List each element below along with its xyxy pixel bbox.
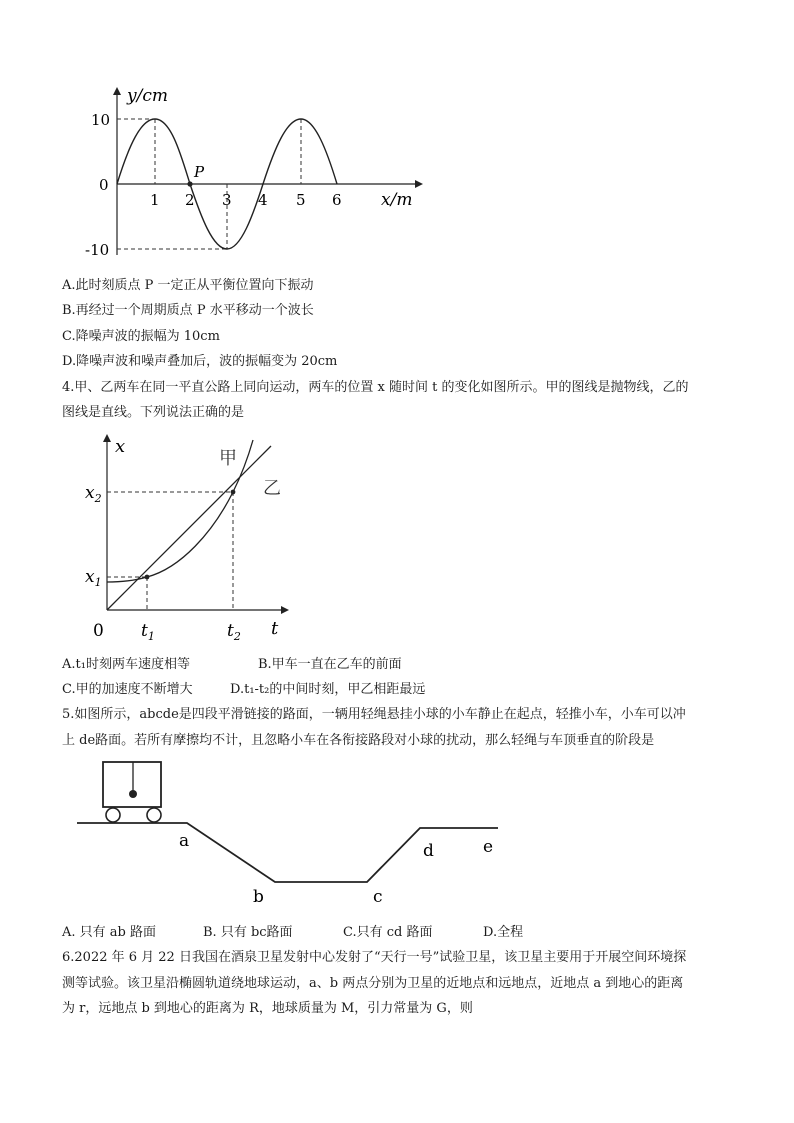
label-d: d bbox=[423, 841, 434, 861]
point-p-label: P bbox=[194, 163, 205, 181]
pendulum-ball bbox=[129, 790, 137, 798]
q3-option-b: B.再经过一个周期质点 P 水平移动一个波长 bbox=[62, 303, 314, 318]
q4-option-b: B.甲车一直在乙车的前面 bbox=[258, 657, 402, 672]
label-e: e bbox=[483, 837, 494, 857]
q5-option-a: A. 只有 ab 路面 bbox=[62, 925, 156, 940]
xt-y-arrow bbox=[103, 434, 111, 442]
cart-body bbox=[103, 762, 161, 807]
xt-x-label: t bbox=[271, 618, 279, 639]
label-c: c bbox=[373, 887, 383, 907]
q3-option-a: A.此时刻质点 P 一定正从平衡位置向下振动 bbox=[62, 278, 314, 293]
q6-stem-line3: 为 r，远地点 b 到地心的距离为 R，地球质量为 M，引力常量为 G，则 bbox=[62, 1001, 473, 1016]
q5-option-b: B. 只有 bc路面 bbox=[203, 925, 293, 940]
xt-x-arrow bbox=[281, 606, 289, 614]
point-p bbox=[187, 181, 192, 186]
xt-figure bbox=[85, 430, 300, 645]
q5-stem-line1: 5.如图所示，abcde是四段平滑链接的路面，一辆用轻绳悬挂小球的小车静止在起点，轻推小车，小车可以冲 bbox=[62, 707, 686, 722]
wave-x-tick-3: 3 bbox=[222, 191, 232, 209]
q4-stem-line2: 图线是直线。下列说法正确的是 bbox=[62, 405, 245, 420]
q3-option-c: C.降噪声波的振幅为 10cm bbox=[62, 329, 220, 344]
q6-stem-line2: 测等试验。该卫星沿椭圆轨道绕地球运动，a、b 两点分别为卫星的近地点和远地点，近地点 a 到地心的距离 bbox=[62, 976, 684, 991]
q5-option-c: C.只有 cd 路面 bbox=[343, 925, 433, 940]
wave-y-arrow bbox=[113, 87, 121, 95]
q6-stem-line1: 6.2022 年 6 月 22 日我国在酒泉卫星发射中心发射了“天行一号”试验卫星，该卫星主要用于开展空间环境探 bbox=[62, 950, 687, 965]
wave-figure bbox=[85, 85, 425, 260]
xt-y-label: x bbox=[115, 436, 126, 457]
wave-y-tick-10: 10 bbox=[91, 111, 111, 129]
wave-x-tick-6: 6 bbox=[332, 191, 342, 209]
wave-x-tick-5: 5 bbox=[296, 191, 306, 209]
track-road bbox=[77, 823, 498, 882]
wave-y-tick-minus10: -10 bbox=[85, 241, 110, 259]
label-t1: $t_1$ bbox=[141, 621, 155, 643]
cart-wheel-left bbox=[106, 808, 120, 822]
wave-y-tick-0: 0 bbox=[99, 176, 109, 194]
q3-option-d: D.降噪声波和噪声叠加后，波的振幅变为 20cm bbox=[62, 354, 338, 369]
label-yi: 乙 bbox=[263, 478, 281, 499]
q5-option-d: D.全程 bbox=[483, 925, 524, 940]
q5-stem-line2: 上 de路面。若所有摩擦均不计，且忽略小车在各衔接路段对小球的扰动，那么轻绳与车顶垂直的阶段是 bbox=[62, 733, 655, 748]
q4-option-d: D.t₁-t₂的中间时刻，甲乙相距最远 bbox=[230, 682, 426, 697]
label-t2: $t_2$ bbox=[227, 621, 241, 643]
wave-x-tick-1: 1 bbox=[150, 191, 160, 209]
q4-option-a: A.t₁时刻两车速度相等 bbox=[62, 657, 190, 672]
q4-option-c: C.甲的加速度不断增大 bbox=[62, 682, 193, 697]
label-a: a bbox=[179, 831, 190, 851]
wave-x-arrow bbox=[415, 180, 423, 188]
q4-stem-line1: 4.甲、乙两车在同一平直公路上同向运动，两车的位置 x 随时间 t 的变化如图所示。甲的图线是抛物线，乙的 bbox=[62, 380, 689, 395]
track-figure bbox=[75, 758, 505, 908]
intersection-2 bbox=[231, 490, 236, 495]
wave-x-tick-4: 4 bbox=[258, 191, 268, 209]
label-b: b bbox=[253, 887, 264, 907]
xt-origin: 0 bbox=[93, 621, 104, 641]
wave-x-label: x/m bbox=[381, 190, 413, 210]
wave-y-label: y/cm bbox=[127, 86, 168, 106]
cart-wheel-right bbox=[147, 808, 161, 822]
wave-x-tick-2: 2 bbox=[185, 191, 195, 209]
intersection-1 bbox=[145, 575, 150, 580]
label-x1: $x_1$ bbox=[85, 567, 102, 589]
label-jia: 甲 bbox=[219, 448, 237, 469]
label-x2: $x_2$ bbox=[85, 483, 102, 505]
line-yi bbox=[107, 446, 271, 610]
